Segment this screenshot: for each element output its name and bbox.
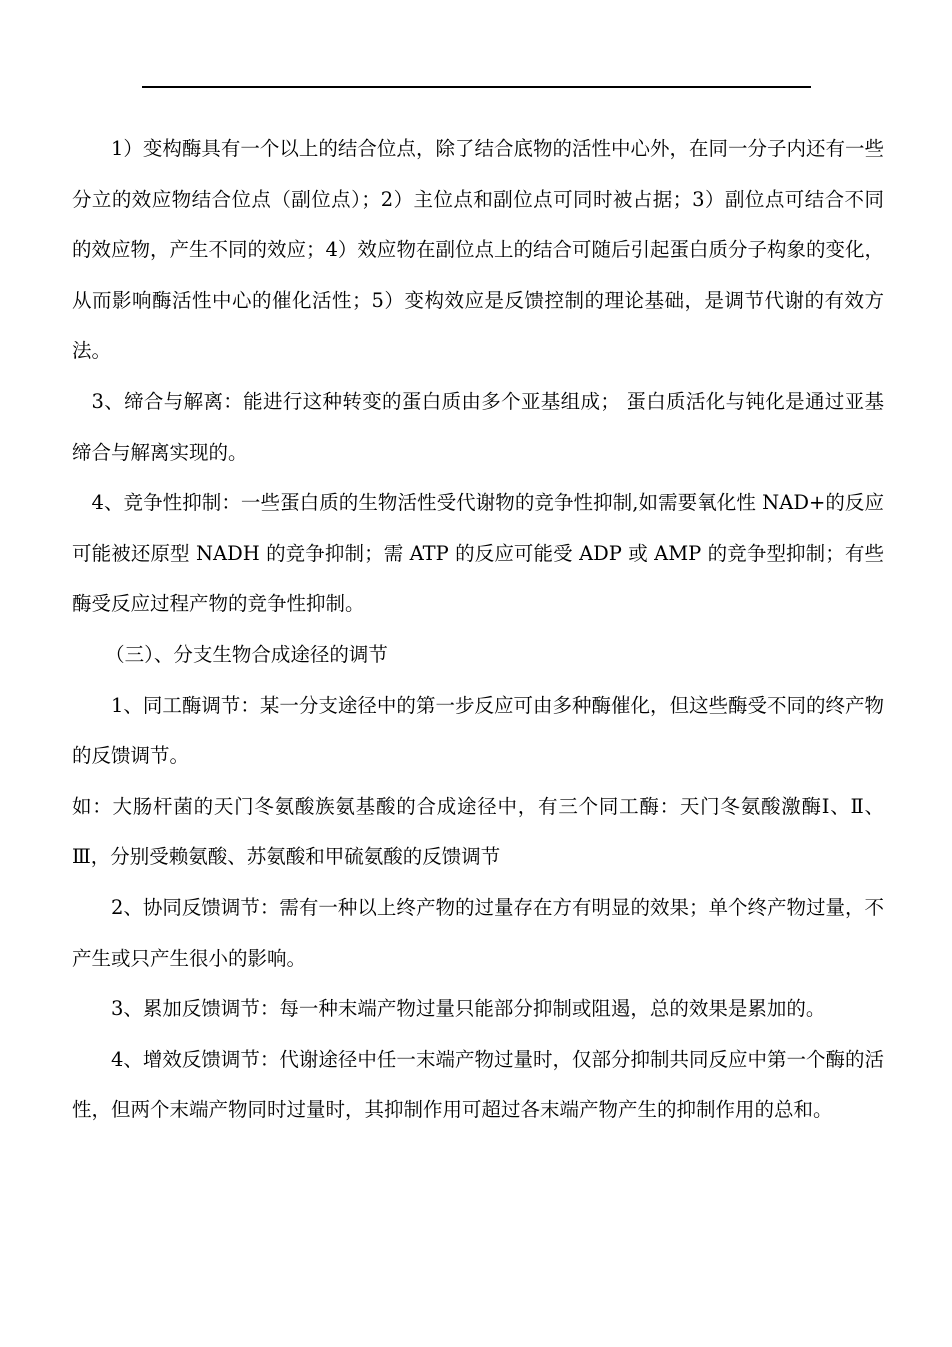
paragraph-example-ecoli: 如：大肠杆菌的天门冬氨酸族氨基酸的合成途径中，有三个同工酶：天门冬氨酸激酶Ⅰ、Ⅱ、Ⅲ，分别受赖氨酸、苏氨酸和甲硫氨酸的反馈调节 [72, 794, 884, 869]
paragraph-allosteric-enzyme: 1）变构酶具有一个以上的结合位点，除了结合底物的活性中心外，在同一分子内还有一些分立的效应物结合位点（副位点）；2）主位点和副位点可同时被占据；3）副位点可结合不同的效应物，产生不同的效应；4）效应物在副位点上的结合可随后引起蛋白质分子构象的变化，从而影响酶活性中心的催化活性；5）变构效应是反馈控制的理论基础，是调节代谢的有效方法。 [72, 137, 884, 363]
paragraph-synergistic-feedback: 4、增效反馈调节：代谢途径中任一末端产物过量时，仅部分抑制共同反应中第一个酶的活性，但两个末端产物同时过量时，其抑制作用可超过各末端产物产生的抑制作用的总和。 [72, 1047, 884, 1122]
document-body [72, 124, 884, 1136]
paragraph-concerted-feedback: 2、协同反馈调节：需有一种以上终产物的过量存在方有明显的效果；单个终产物过量，不产生或只产生很小的影响。 [72, 895, 884, 970]
paragraph-cumulative-feedback: 3、累加反馈调节：每一种末端产物过量只能部分抑制或阻遏，总的效果是累加的。 [111, 997, 826, 1021]
section-heading-branch-regulation: （三）、分支生物合成途径的调节 [105, 642, 388, 666]
paragraph-isoenzyme-regulation: 1、同工酶调节：某一分支途径中的第一步反应可由多种酶催化，但这些酶受不同的终产物的反馈调节。 [72, 693, 884, 768]
paragraph-competitive-inhibition: 4、竞争性抑制：一些蛋白质的生物活性受代谢物的竞争性抑制,如需要氧化性 NAD+的反应可能被还原型 NADH 的竞争抑制；需 ATP 的反应可能受 ADP 或 AMP 的竞争型抑制；有些酶受反应过程产物的竞争性抑制。 [72, 491, 884, 616]
header-rule [142, 86, 811, 88]
paragraph-association-dissociation: 3、缔合与解离：能进行这种转变的蛋白质由多个亚基组成； 蛋白质活化与钝化是通过亚基缔合与解离实现的。 [72, 389, 884, 464]
